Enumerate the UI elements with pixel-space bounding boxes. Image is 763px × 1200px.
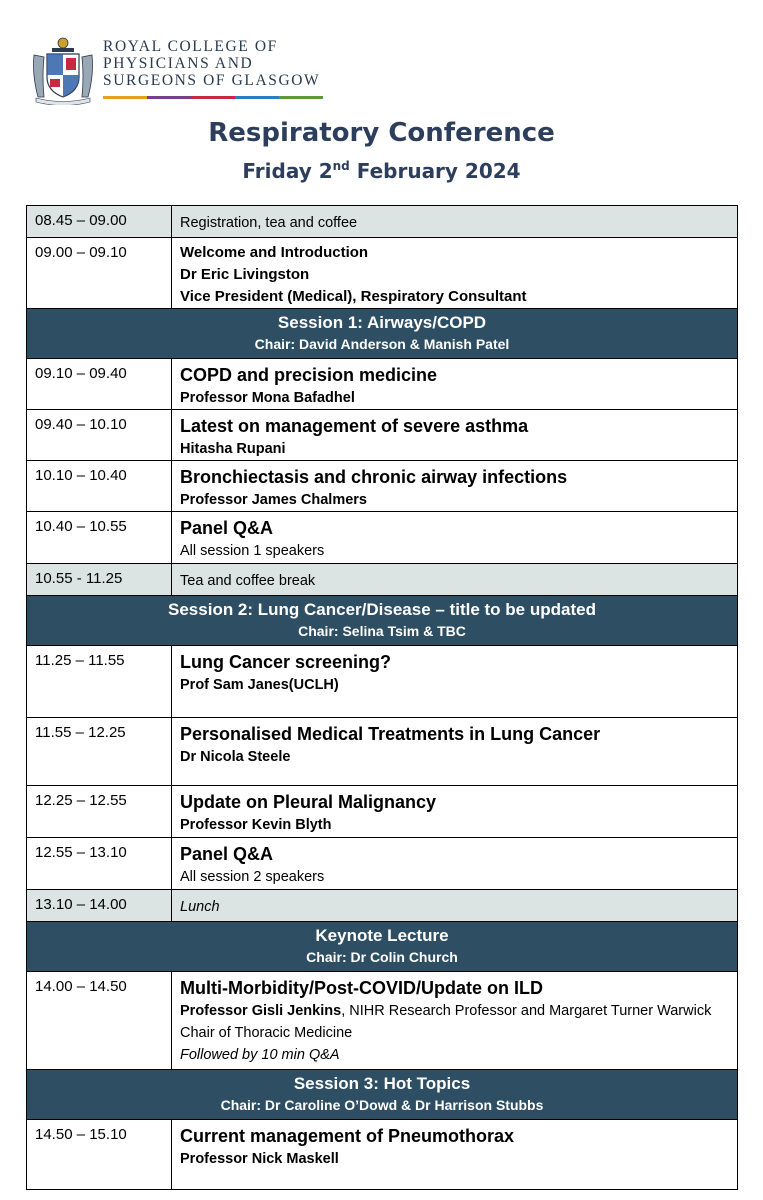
row-content <box>172 838 738 890</box>
session-chair: Chair: Dr Colin Church <box>306 949 458 965</box>
session-header-2 <box>27 596 738 646</box>
agenda-row-welcome <box>27 238 738 309</box>
row-content <box>172 359 738 410</box>
page-title <box>0 116 763 185</box>
row-time: 09.40 – 10.10 <box>27 410 172 461</box>
row-content <box>172 512 738 564</box>
talk-title: Personalised Medical Treatments in Lung Cancer <box>180 724 601 744</box>
row-text <box>172 206 738 238</box>
talk-speaker: Hitasha Rupani <box>180 441 286 457</box>
row-time: 12.25 – 12.55 <box>27 786 172 838</box>
session-chair: Chair: Dr Caroline O’Dowd & Dr Harrison Stubbs <box>220 1097 544 1113</box>
keynote-note: Followed by 10 min Q&A <box>180 1047 340 1063</box>
color-bar-segment-1 <box>103 96 147 99</box>
color-bar-segment-3 <box>191 96 235 99</box>
conference-title: Respiratory Conference <box>208 118 555 148</box>
agenda-row-talk <box>27 718 738 786</box>
agenda-row-talk <box>27 359 738 410</box>
row-time: 10.10 – 10.40 <box>27 461 172 512</box>
agenda-row-panel <box>27 512 738 564</box>
agenda-row-talk <box>27 1120 738 1190</box>
session-header-keynote <box>27 922 738 972</box>
row-time: 14.50 – 15.10 <box>27 1120 172 1190</box>
agenda-row-break <box>27 564 738 596</box>
session-title: Keynote Lecture <box>315 926 449 945</box>
row-text-label: Lunch <box>180 899 220 915</box>
row-time: 10.40 – 10.55 <box>27 512 172 564</box>
talk-title: Update on Pleural Malignancy <box>180 792 437 812</box>
row-time: 13.10 – 14.00 <box>27 890 172 922</box>
college-crest-icon <box>30 35 96 105</box>
row-time: 08.45 – 09.00 <box>27 206 172 238</box>
agenda-row-lunch <box>27 890 738 922</box>
welcome-speaker: Dr Eric Livingston <box>180 266 310 283</box>
color-bar-segment-4 <box>235 96 279 99</box>
session-title: Session 2: Lung Cancer/Disease – title to be updated <box>168 600 596 619</box>
talk-title: Current management of Pneumothorax <box>180 1126 515 1146</box>
row-text <box>172 564 738 596</box>
talk-speaker: Professor James Chalmers <box>180 492 367 508</box>
talk-title: Multi-Morbidity/Post-COVID/Update on ILD <box>180 978 543 998</box>
talk-speaker: Professor Kevin Blyth <box>180 817 332 833</box>
talk-title: Panel Q&A <box>180 844 274 864</box>
row-content <box>172 1120 738 1190</box>
college-name <box>103 38 320 89</box>
session-title: Session 1: Airways/COPD <box>277 313 487 332</box>
talk-speaker: Professor Mona Bafadhel <box>180 390 355 406</box>
welcome-title: Welcome and Introduction <box>180 244 369 261</box>
row-content <box>172 410 738 461</box>
college-name-line-2: PHYSICIANS AND <box>103 55 254 72</box>
row-time: 11.25 – 11.55 <box>27 646 172 718</box>
date-day-suffix: nd <box>332 159 350 173</box>
agenda-row-talk <box>27 461 738 512</box>
row-time: 09.00 – 09.10 <box>27 238 172 309</box>
session-header-cell <box>27 596 738 646</box>
talk-speaker: Dr Nicola Steele <box>180 749 291 765</box>
session-header-3 <box>27 1070 738 1120</box>
row-time: 10.55 - 11.25 <box>27 564 172 596</box>
session-header-cell <box>27 1070 738 1120</box>
brand-color-bar <box>103 96 323 99</box>
keynote-speaker-name: Professor Gisli Jenkins <box>180 1003 342 1019</box>
talk-title: Bronchiectasis and chronic airway infections <box>180 467 568 487</box>
row-content <box>172 238 738 309</box>
row-time: 11.55 – 12.25 <box>27 718 172 786</box>
talk-title: Latest on management of severe asthma <box>180 416 529 436</box>
college-name-line-3: SURGEONS OF GLASGOW <box>103 72 321 89</box>
panel-speakers: All session 1 speakers <box>180 543 325 559</box>
session-chair: Chair: Selina Tsim & TBC <box>298 623 466 639</box>
color-bar-segment-5 <box>279 96 323 99</box>
keynote-affiliation: , NIHR Research Professor and Margaret Turner Warwick Chair of Thoracic Medicine <box>180 1003 712 1041</box>
row-time: 14.00 – 14.50 <box>27 972 172 1070</box>
row-content <box>172 718 738 786</box>
row-content <box>172 646 738 718</box>
row-text <box>172 890 738 922</box>
talk-title: Lung Cancer screening? <box>180 652 392 672</box>
talk-speaker <box>180 1000 737 1044</box>
talk-title: Panel Q&A <box>180 518 274 538</box>
agenda-row-talk <box>27 786 738 838</box>
date-day: Friday 2 <box>242 159 333 183</box>
talk-speaker: Prof Sam Janes(UCLH) <box>180 677 339 693</box>
row-time: 09.10 – 09.40 <box>27 359 172 410</box>
welcome-role: Vice President (Medical), Respiratory Consultant <box>180 288 527 305</box>
agenda-row-registration <box>27 206 738 238</box>
row-text-label: Registration, tea and coffee <box>180 215 358 231</box>
row-text-label: Tea and coffee break <box>180 573 316 589</box>
agenda-row-talk <box>27 646 738 718</box>
color-bar-segment-2 <box>147 96 191 99</box>
row-content <box>172 786 738 838</box>
session-header-cell <box>27 922 738 972</box>
college-name-line-1: ROYAL COLLEGE OF <box>103 38 278 55</box>
row-content <box>172 972 738 1070</box>
conference-date <box>0 152 763 185</box>
agenda-row-talk <box>27 410 738 461</box>
session-chair: Chair: David Anderson & Manish Patel <box>254 336 510 352</box>
agenda-row-keynote <box>27 972 738 1070</box>
agenda-table <box>26 205 738 1190</box>
college-header <box>30 30 340 108</box>
session-header-1 <box>27 309 738 359</box>
session-header-cell <box>27 309 738 359</box>
row-time: 12.55 – 13.10 <box>27 838 172 890</box>
agenda-row-panel <box>27 838 738 890</box>
row-content <box>172 461 738 512</box>
panel-speakers: All session 2 speakers <box>180 869 325 885</box>
talk-title: COPD and precision medicine <box>180 365 438 385</box>
session-title: Session 3: Hot Topics <box>293 1074 471 1093</box>
talk-speaker: Professor Nick Maskell <box>180 1151 339 1167</box>
date-rest: February 2024 <box>349 159 521 183</box>
